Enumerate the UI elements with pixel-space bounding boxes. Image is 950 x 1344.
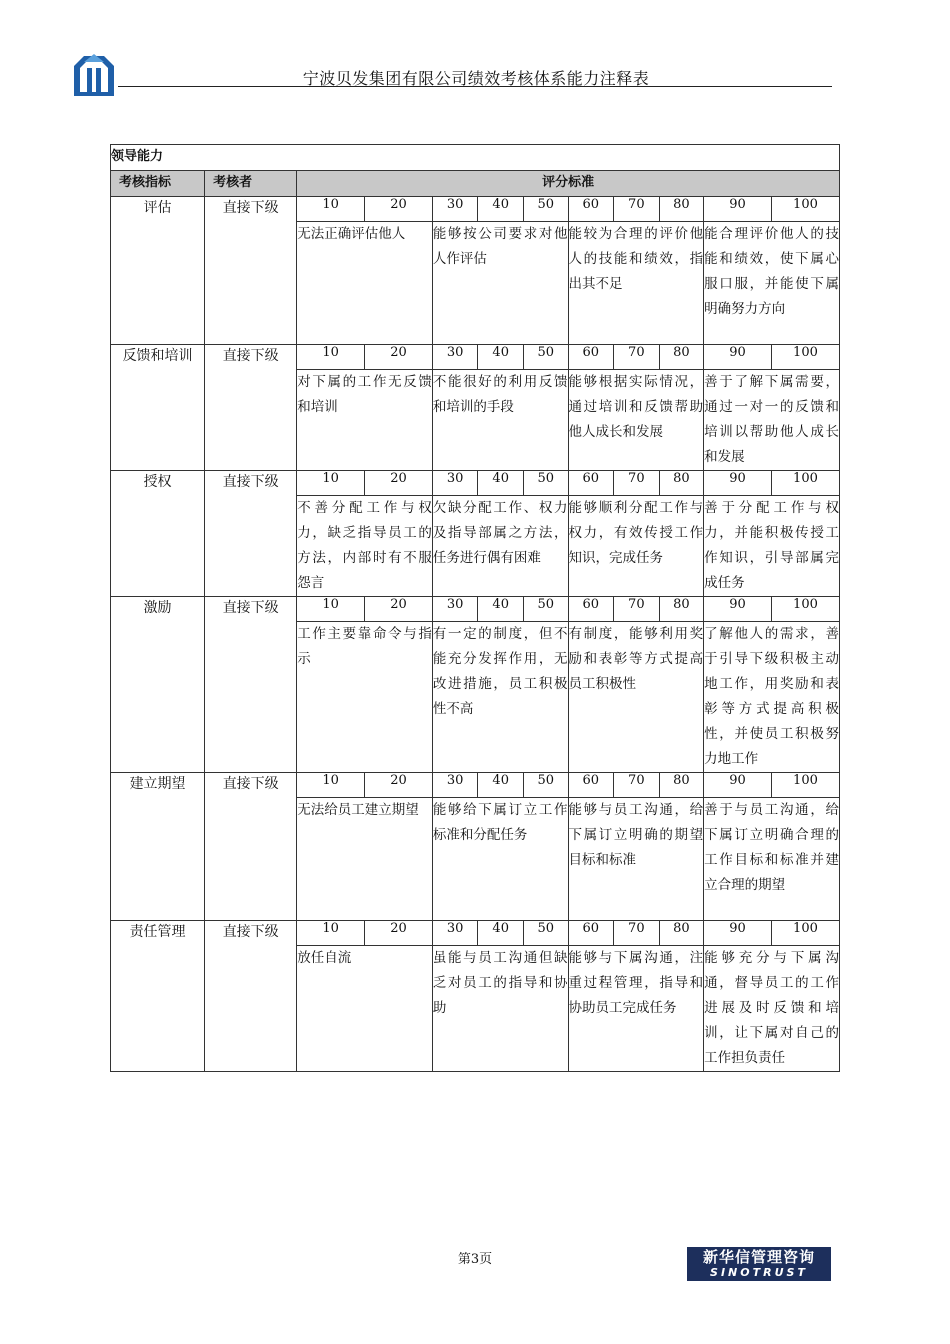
score-cell: 10 (297, 471, 365, 496)
score-cell: 20 (365, 921, 433, 946)
section-header-row (111, 145, 840, 171)
level-description: 不善分配工作与权力，缺乏指导员工的方法，内部时有不服怨言 (297, 496, 433, 597)
score-cell: 50 (523, 597, 568, 622)
level-description: 了解他人的需求，善于引导下级积极主动地工作，用奖励和表彰等方式提高积极性，并使员工积极努力地工作 (704, 622, 840, 773)
score-row (111, 773, 840, 798)
score-cell: 30 (432, 197, 478, 222)
assessor-cell: 直接下级 (205, 471, 297, 597)
score-cell: 50 (523, 921, 568, 946)
score-cell: 20 (365, 345, 433, 370)
level-description: 能够与下属沟通，注重过程管理，指导和协助员工完成任务 (568, 946, 704, 1072)
score-cell: 100 (771, 197, 839, 222)
level-description: 虽能与员工沟通但缺乏对员工的指导和协助 (432, 946, 568, 1072)
indicator-cell: 评估 (111, 197, 205, 345)
level-description: 有制度，能够利用奖励和表彰等方式提高员工积极性 (568, 622, 704, 773)
score-cell: 40 (478, 921, 524, 946)
assessor-cell: 直接下级 (205, 773, 297, 921)
score-cell: 60 (568, 197, 614, 222)
score-cell: 70 (614, 921, 660, 946)
score-cell: 10 (297, 597, 365, 622)
level-description: 无法给员工建立期望 (297, 798, 433, 921)
page-number: 第3页 (457, 1252, 493, 1267)
level-description: 能够给下属订立工作标准和分配任务 (432, 798, 568, 921)
score-cell: 90 (704, 921, 772, 946)
document-title: 宁波贝发集团有限公司绩效考核体系能力注释表 (302, 69, 650, 88)
score-cell: 90 (704, 345, 772, 370)
brand-name-en: SINOTRUST (710, 1266, 808, 1279)
score-cell: 100 (771, 471, 839, 496)
score-cell: 60 (568, 773, 614, 798)
score-cell: 50 (523, 773, 568, 798)
score-cell: 100 (771, 597, 839, 622)
level-description: 无法正确评估他人 (297, 222, 433, 345)
score-row (111, 597, 840, 622)
level-description: 有一定的制度，但不能充分发挥作用，无改进措施，员工积极性不高 (432, 622, 568, 773)
level-description: 能够充分与下属沟通，督导员工的工作进展及时反馈和培训，让下属对自己的工作担负责任 (704, 946, 840, 1072)
score-cell: 70 (614, 597, 660, 622)
score-cell: 70 (614, 197, 660, 222)
brand-name-cn: 新华信管理咨询 (702, 1248, 815, 1266)
score-row (111, 197, 840, 222)
score-cell: 70 (614, 471, 660, 496)
level-description: 能够按公司要求对他人作评估 (432, 222, 568, 345)
score-cell: 50 (523, 471, 568, 496)
score-cell: 90 (704, 471, 772, 496)
score-cell: 30 (432, 773, 478, 798)
score-cell: 100 (771, 773, 839, 798)
score-cell: 50 (523, 345, 568, 370)
score-cell: 20 (365, 471, 433, 496)
level-description: 能够与员工沟通，给下属订立明确的期望目标和标准 (568, 798, 704, 921)
level-description: 不能很好的利用反馈和培训的手段 (432, 370, 568, 471)
score-cell: 40 (478, 773, 524, 798)
header-divider (118, 86, 832, 87)
score-cell: 60 (568, 471, 614, 496)
level-description: 欠缺分配工作、权力及指导部属之方法，任务进行偶有困难 (432, 496, 568, 597)
indicator-cell: 授权 (111, 471, 205, 597)
score-cell: 90 (704, 773, 772, 798)
score-cell: 30 (432, 471, 478, 496)
score-cell: 30 (432, 921, 478, 946)
score-cell: 80 (659, 345, 704, 370)
score-row (111, 345, 840, 370)
score-cell: 40 (478, 597, 524, 622)
score-cell: 50 (523, 197, 568, 222)
level-description: 能合理评价他人的技能和绩效，使下属心服口服，并能使下属明确努力方向 (704, 222, 840, 345)
score-cell: 80 (659, 597, 704, 622)
score-cell: 40 (478, 197, 524, 222)
score-cell: 70 (614, 345, 660, 370)
level-description: 工作主要靠命令与指示 (297, 622, 433, 773)
score-row (111, 471, 840, 496)
score-cell: 60 (568, 597, 614, 622)
score-cell: 30 (432, 345, 478, 370)
score-cell: 100 (771, 345, 839, 370)
assessor-cell: 直接下级 (205, 197, 297, 345)
assessor-cell: 直接下级 (205, 921, 297, 1072)
col-header-standard: 评分标准 (297, 171, 840, 197)
score-cell: 30 (432, 597, 478, 622)
company-logo-icon (70, 52, 118, 98)
assessor-cell: 直接下级 (205, 597, 297, 773)
score-cell: 90 (704, 197, 772, 222)
score-cell: 10 (297, 921, 365, 946)
level-description: 能较为合理的评价他人的技能和绩效，指出其不足 (568, 222, 704, 345)
level-description: 善于分配工作与权力，并能积极传授工作知识，引导部属完成任务 (704, 496, 840, 597)
level-description: 对下属的工作无反馈和培训 (297, 370, 433, 471)
section-title: 领导能力 (111, 145, 840, 171)
level-description: 善于了解下属需要，通过一对一的反馈和培训以帮助他人成长和发展 (704, 370, 840, 471)
indicator-cell: 建立期望 (111, 773, 205, 921)
level-description: 能够根据实际情况，通过培训和反馈帮助他人成长和发展 (568, 370, 704, 471)
column-header-row (111, 171, 840, 197)
score-cell: 80 (659, 773, 704, 798)
indicator-cell: 责任管理 (111, 921, 205, 1072)
score-cell: 80 (659, 921, 704, 946)
score-cell: 40 (478, 345, 524, 370)
score-cell: 40 (478, 471, 524, 496)
assessor-cell: 直接下级 (205, 345, 297, 471)
consultancy-logo (687, 1247, 831, 1281)
score-row (111, 921, 840, 946)
score-cell: 20 (365, 197, 433, 222)
score-cell: 90 (704, 597, 772, 622)
col-header-assessor: 考核者 (205, 171, 297, 197)
level-description: 能够顺利分配工作与权力，有效传授工作知识，完成任务 (568, 496, 704, 597)
score-cell: 60 (568, 921, 614, 946)
score-cell: 20 (365, 597, 433, 622)
score-cell: 80 (659, 471, 704, 496)
score-cell: 10 (297, 773, 365, 798)
score-cell: 60 (568, 345, 614, 370)
score-cell: 70 (614, 773, 660, 798)
level-description: 善于与员工沟通，给下属订立明确合理的工作目标和标准并建立合理的期望 (704, 798, 840, 921)
score-cell: 20 (365, 773, 433, 798)
score-cell: 10 (297, 197, 365, 222)
indicator-cell: 反馈和培训 (111, 345, 205, 471)
indicator-cell: 激励 (111, 597, 205, 773)
competency-table (110, 144, 840, 1072)
col-header-indicator: 考核指标 (111, 171, 205, 197)
score-cell: 80 (659, 197, 704, 222)
score-cell: 100 (771, 921, 839, 946)
level-description: 放任自流 (297, 946, 433, 1072)
score-cell: 10 (297, 345, 365, 370)
